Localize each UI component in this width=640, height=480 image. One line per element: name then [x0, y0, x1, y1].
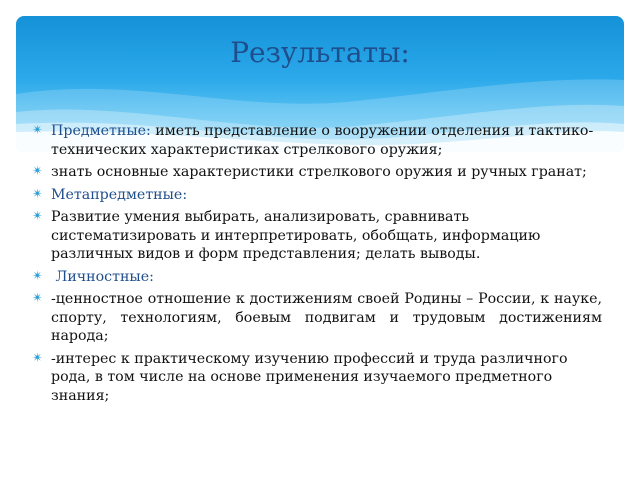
- list-item: [30, 208, 602, 264]
- bullet-icon: ✴: [32, 164, 43, 179]
- list-item: [30, 268, 602, 287]
- item-text: иметь представление о вооружении отделения и тактико-технических характеристиках стрелкового оружия;: [51, 123, 594, 158]
- bullet-icon: ✴: [32, 123, 43, 138]
- item-lead: Личностные:: [51, 268, 154, 285]
- bullet-icon: ✴: [32, 350, 43, 366]
- item-lead: Предметные:: [51, 123, 151, 139]
- slide-title: Результаты:: [230, 36, 410, 69]
- list-item: [30, 350, 602, 406]
- list-item: [30, 186, 602, 205]
- list-item: [30, 122, 602, 159]
- list-item: [30, 290, 602, 346]
- results-list: [30, 122, 602, 409]
- item-text: знать основные характеристики стрелкового оружия и ручных гранат;: [51, 164, 587, 180]
- item-lead: Метапредметные:: [51, 186, 188, 203]
- bullet-icon: ✴: [32, 291, 43, 306]
- item-text: -ценностное отношение к достижениям своей Родины – России, к науке, спорту, технологиям, боевым подвигам и трудовым достижениям народа;: [51, 291, 602, 344]
- bullet-icon: ✴: [32, 209, 43, 224]
- item-text: -интерес к практическому изучению профессий и труда различного рода, в том числе на основе применения изучаемого предметного знания;: [51, 350, 568, 404]
- bullet-icon: ✴: [32, 268, 43, 284]
- bullet-icon: ✴: [32, 186, 43, 202]
- item-text: Развитие умения выбирать, анализировать, сравнивать систематизировать и интерпретировать, обобщать, информацию различных видов и форм представления; делать выводы.: [51, 209, 541, 262]
- list-item: [30, 163, 602, 182]
